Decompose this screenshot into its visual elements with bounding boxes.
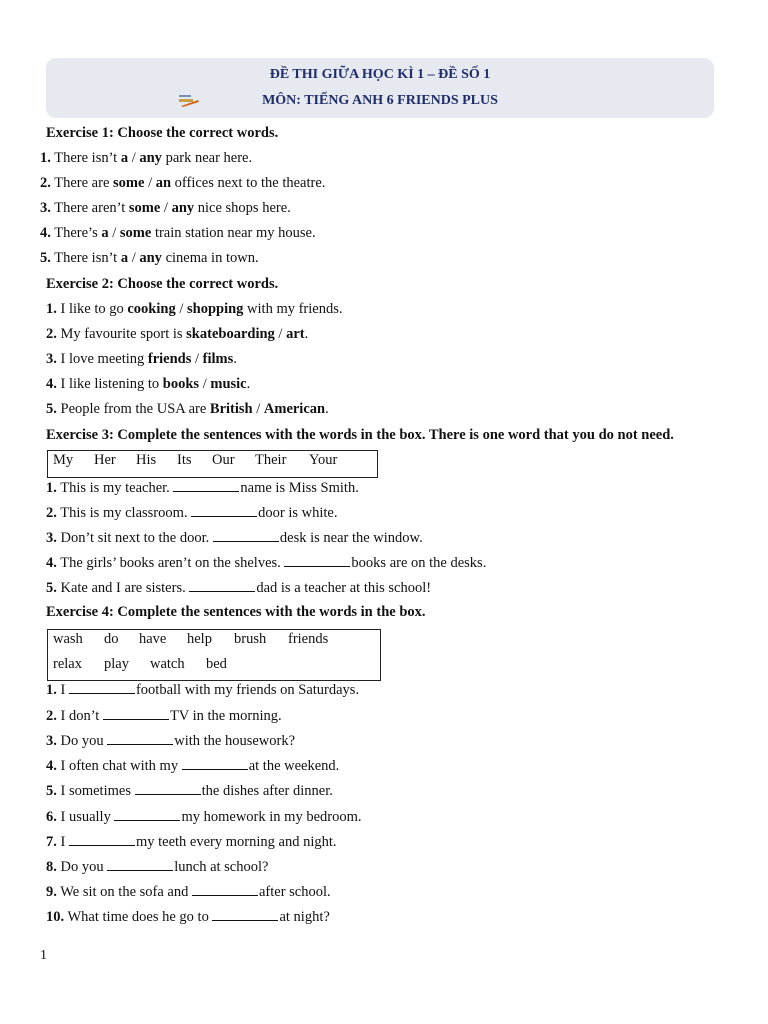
word-bank-item: Our (212, 452, 235, 468)
word-bank-item: My (53, 452, 74, 468)
item-number: 8. (46, 859, 57, 875)
item-text-before: This is my teacher. (60, 480, 174, 496)
item-text-before: People from the USA are (60, 401, 210, 417)
item-text-before: I (60, 834, 69, 850)
answer-blank[interactable] (212, 907, 278, 921)
item-text-before: I like listening to (60, 376, 163, 392)
item-number: 4. (40, 225, 51, 241)
list-item (46, 706, 282, 725)
exam-title: ĐỀ THI GIỮA HỌC KÌ 1 – ĐỀ SỐ 1 (269, 67, 491, 82)
item-text-after: books are on the desks. (351, 555, 487, 571)
exercise-4-title: Exercise 4: Complete the sentences with the words in the box. (46, 604, 426, 620)
option-2: any (139, 150, 162, 166)
item-text-before: I like to go (60, 301, 128, 317)
item-text-after: desk is near the window. (279, 530, 423, 546)
list-item (46, 731, 295, 750)
exercise-1-title: Exercise 1: Choose the correct words. (46, 125, 279, 141)
page-number: 1 (40, 948, 47, 963)
exercise-2-title: Exercise 2: Choose the correct words. (46, 276, 279, 292)
item-number: 2. (46, 326, 57, 342)
option-1: some (113, 175, 145, 191)
option-separator: / (144, 175, 156, 191)
word-bank-item: wash (53, 631, 83, 647)
item-text-before: We sit on the sofa and (60, 884, 192, 900)
item-number: 3. (46, 530, 57, 546)
item-text-after: lunch at school? (174, 859, 269, 875)
item-text-after: . (233, 351, 237, 367)
option-1: a (101, 225, 109, 241)
option-2: shopping (186, 301, 244, 317)
option-separator: / (160, 200, 172, 216)
item-text-before: I sometimes (60, 783, 135, 799)
word-bank-item: have (139, 631, 167, 647)
item-number: 6. (46, 809, 57, 825)
answer-blank[interactable] (103, 706, 169, 720)
word-bank-item: Your (309, 452, 338, 468)
item-text-after: my homework in my bedroom. (181, 809, 362, 825)
item-number: 1. (40, 150, 51, 166)
option-1: a (120, 150, 129, 166)
item-number: 2. (46, 505, 57, 521)
answer-blank[interactable] (69, 680, 135, 694)
item-text-before: I (60, 682, 69, 698)
option-separator: / (128, 250, 140, 266)
item-text-before: There isn’t (54, 150, 121, 166)
answer-blank[interactable] (135, 781, 201, 795)
item-text-after: with the housework? (174, 733, 296, 749)
item-text-after: cinema in town. (161, 250, 259, 266)
answer-blank[interactable] (182, 756, 248, 770)
item-text-before: Do you (60, 859, 108, 875)
option-1: skateboarding (186, 326, 275, 342)
item-text-after: nice shops here. (194, 200, 291, 216)
item-text-after: name is Miss Smith. (240, 480, 359, 496)
item-number: 1. (46, 480, 57, 496)
word-bank-item: Her (94, 452, 116, 468)
item-text-after: football with my friends on Saturdays. (135, 682, 360, 698)
list-item (46, 907, 330, 926)
option-separator: / (108, 225, 120, 241)
option-1: some (128, 200, 161, 216)
item-text-after: with my friends. (243, 301, 343, 317)
list-item (40, 249, 259, 267)
option-2: music (210, 376, 247, 392)
list-item (46, 807, 362, 826)
option-separator: / (199, 376, 211, 392)
list-item (40, 199, 291, 217)
item-text-after: . (246, 376, 251, 392)
item-number: 5. (46, 401, 57, 417)
item-number: 5. (46, 783, 57, 799)
item-text-after: train station near my house. (151, 225, 316, 241)
option-2: some (119, 225, 152, 241)
list-item (46, 350, 237, 368)
word-bank-item: help (187, 631, 212, 647)
item-text-after: park near here. (161, 150, 253, 166)
word-bank-item: Its (177, 452, 192, 468)
item-text-after: . (304, 326, 309, 342)
list-item (46, 781, 333, 800)
item-text-before: What time does he go to (67, 909, 213, 925)
option-2: any (171, 200, 195, 216)
option-separator: / (252, 401, 264, 417)
option-1: friends (147, 351, 192, 367)
item-text-before: I usually (60, 809, 115, 825)
header-banner (46, 58, 714, 118)
item-text-after: at the weekend. (248, 758, 340, 774)
list-item (46, 400, 329, 418)
item-number: 5. (40, 250, 51, 266)
option-1: cooking (127, 301, 176, 317)
list-item (46, 832, 337, 851)
item-text-before: This is my classroom. (60, 505, 192, 521)
option-separator: / (175, 301, 187, 317)
option-2: art (286, 326, 305, 342)
item-text-before: My favourite sport is (60, 326, 187, 342)
item-text-before: I love meeting (60, 351, 148, 367)
option-separator: / (274, 326, 287, 342)
option-separator: / (128, 150, 140, 166)
item-text-before: There’s (54, 225, 102, 241)
item-text-after: door is white. (258, 505, 338, 521)
list-item (46, 503, 338, 522)
item-text-after: after school. (258, 884, 331, 900)
answer-blank[interactable] (107, 857, 173, 871)
option-1: a (120, 250, 129, 266)
word-bank-item: play (104, 656, 129, 672)
item-text-after: the dishes after dinner. (201, 783, 333, 799)
list-item (46, 300, 343, 318)
item-text-after: dad is a teacher at this school! (256, 580, 432, 596)
option-2: any (139, 250, 162, 266)
word-bank-item: His (136, 452, 157, 468)
word-bank-item: do (104, 631, 119, 647)
item-number: 7. (46, 834, 57, 850)
list-item (46, 553, 486, 572)
list-item (46, 578, 431, 597)
list-item (46, 375, 250, 393)
option-2: films (202, 351, 234, 367)
item-text-before: Do you (60, 733, 108, 749)
word-bank-item: Their (255, 452, 287, 468)
answer-blank[interactable] (213, 528, 279, 542)
word-bank-item: brush (234, 631, 267, 647)
answer-blank[interactable] (107, 731, 173, 745)
list-item (46, 478, 359, 497)
list-item (46, 857, 268, 876)
item-number: 3. (40, 200, 51, 216)
item-text-after: . (325, 401, 329, 417)
answer-blank[interactable] (191, 503, 257, 517)
item-text-before: The girls’ books aren’t on the shelves. (60, 555, 285, 571)
option-1: British (209, 401, 253, 417)
item-number: 1. (46, 682, 57, 698)
list-item (46, 325, 308, 343)
list-item (46, 528, 423, 547)
answer-blank[interactable] (192, 882, 258, 896)
item-number: 4. (46, 555, 57, 571)
item-text-after: at night? (279, 909, 330, 925)
item-text-before: Don’t sit next to the door. (60, 530, 213, 546)
list-item (40, 174, 325, 192)
item-number: 2. (46, 708, 57, 724)
answer-blank[interactable] (114, 807, 180, 821)
option-2: American (263, 401, 326, 417)
item-number: 5. (46, 580, 57, 596)
list-item (46, 756, 339, 775)
item-number: 3. (46, 733, 57, 749)
word-bank-item: watch (150, 656, 185, 672)
answer-blank[interactable] (173, 478, 239, 492)
item-number: 4. (46, 376, 57, 392)
list-item (40, 149, 252, 167)
item-number: 3. (46, 351, 57, 367)
item-text-before: There are (54, 175, 114, 191)
answer-blank[interactable] (69, 832, 135, 846)
item-number: 10. (46, 909, 65, 925)
list-item (40, 224, 316, 242)
item-text-before: I often chat with my (60, 758, 182, 774)
item-text-before: Kate and I are sisters. (60, 580, 190, 596)
list-item (46, 882, 331, 901)
item-text-before: I don’t (60, 708, 103, 724)
item-text-before: There isn’t (54, 250, 121, 266)
answer-blank[interactable] (189, 578, 255, 592)
item-number: 1. (46, 301, 57, 317)
exercise-3-title: Exercise 3: Complete the sentences with the words in the box. There is one word that you do not need. (46, 427, 674, 443)
item-number: 4. (46, 758, 57, 774)
list-item (46, 680, 359, 699)
option-1: books (162, 376, 200, 392)
item-text-after: offices next to the theatre. (171, 175, 326, 191)
item-text-after: my teeth every morning and night. (135, 834, 337, 850)
item-text-before: There aren’t (54, 200, 129, 216)
answer-blank[interactable] (284, 553, 350, 567)
item-text-after: TV in the morning. (169, 708, 282, 724)
word-bank-item: bed (206, 656, 227, 672)
item-number: 2. (40, 175, 51, 191)
exam-subject: MÔN: TIẾNG ANH 6 FRIENDS PLUS (262, 93, 498, 108)
word-bank-item: relax (53, 656, 82, 672)
option-separator: / (191, 351, 203, 367)
item-number: 9. (46, 884, 57, 900)
option-2: an (155, 175, 172, 191)
word-bank-item: friends (288, 631, 329, 647)
